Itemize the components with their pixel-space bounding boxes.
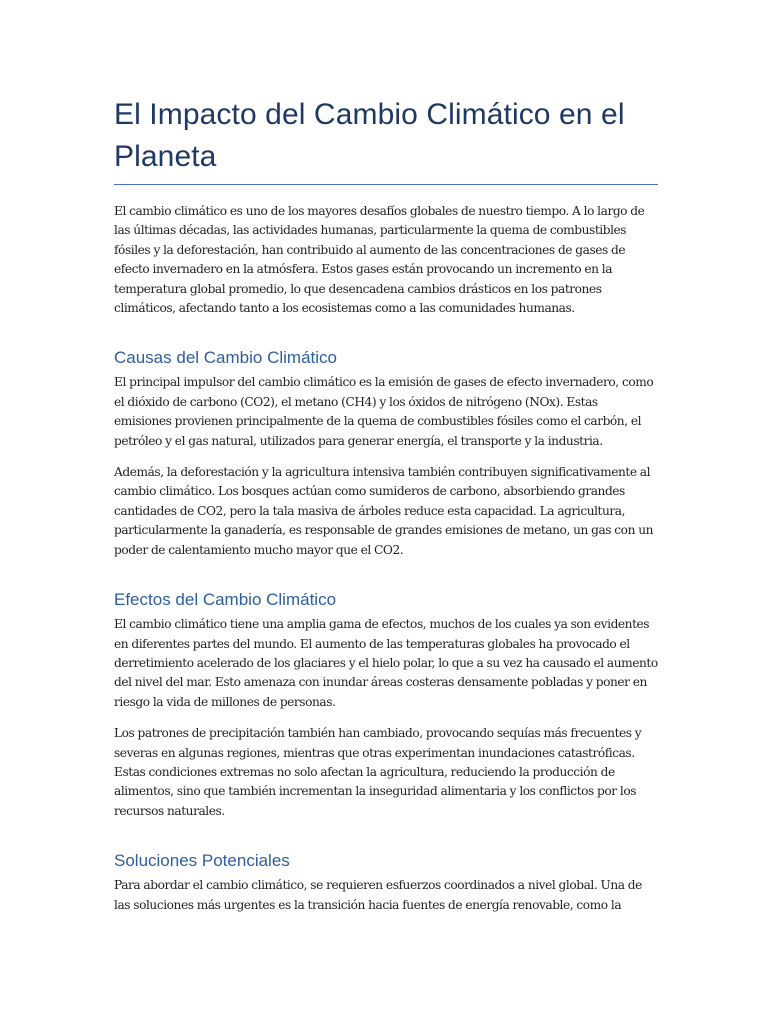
intro-paragraph: El cambio climático es uno de los mayores desafíos globales de nuestro tiempo. A lo largo de las últimas décadas, las actividades humanas, particularmente la quema de combustibles fósiles y la deforestación, han contribuido al aumento de las concentraciones de gases de efecto invernadero en la atmósfera. Estos gases están provocando un incremento en la temperatura global promedio, lo que desencadena cambios drásticos en los patrones climáticos, afectando tanto a los ecosistemas como a las comunidades humanas.: [114, 204, 645, 316]
efectos-paragraph-2: Los patrones de precipitación también han cambiado, provocando sequías más frecuentes y severas en algunas regiones, mientras que otras experimentan inundaciones catastróficas. Estas condiciones extremas no solo afectan la agricultura, reduciendo la producción de alimentos, sino que también incrementan la inseguridad alimentaria y los conflictos por los recursos naturales.: [114, 726, 642, 818]
title-underline: [114, 184, 658, 185]
section-heading-causas: Causas del Cambio Climático: [114, 348, 337, 368]
efectos-paragraph-1: El cambio climático tiene una amplia gama de efectos, muchos de los cuales ya son evidentes en diferentes partes del mundo. El aumento de las temperaturas globales ha provocado el derretimiento acelerado de los glaciares y el hielo polar, lo que a su vez ha causado el aumento del nivel del mar. Esto amenaza con inundar áreas costeras densamente pobladas y poner en riesgo la vida de millones de personas.: [114, 617, 658, 709]
document-title: El Impacto del Cambio Climático en el Planeta: [114, 98, 625, 173]
causas-paragraph-2: Además, la deforestación y la agricultura intensiva también contribuyen significativamente al cambio climático. Los bosques actúan como sumideros de carbono, absorbiendo grandes cantidades de CO2, pero la tala masiva de árboles reduce esta capacidad. La agricultura, particularmente la ganadería, es responsable de grandes emisiones de metano, un gas con un poder de calentamiento mucho mayor que el CO2.: [114, 465, 653, 557]
document-page: [114, 94, 658, 927]
causas-paragraph-1: El principal impulsor del cambio climático es la emisión de gases de efecto invernadero, como el dióxido de carbono (CO2), el metano (CH4) y los óxidos de nitrógeno (NOx). Estas emisiones provienen principalmente de la quema de combustibles fósiles como el carbón, el petróleo y el gas natural, utilizados para generar energía, el transporte y la industria.: [114, 375, 654, 448]
section-heading-soluciones: Soluciones Potenciales: [114, 851, 290, 871]
section-heading-efectos: Efectos del Cambio Climático: [114, 590, 337, 610]
soluciones-paragraph-1: Para abordar el cambio climático, se requieren esfuerzos coordinados a nivel global. Una de las soluciones más urgentes es la transición hacia fuentes de energía renovable, como la: [114, 878, 642, 912]
